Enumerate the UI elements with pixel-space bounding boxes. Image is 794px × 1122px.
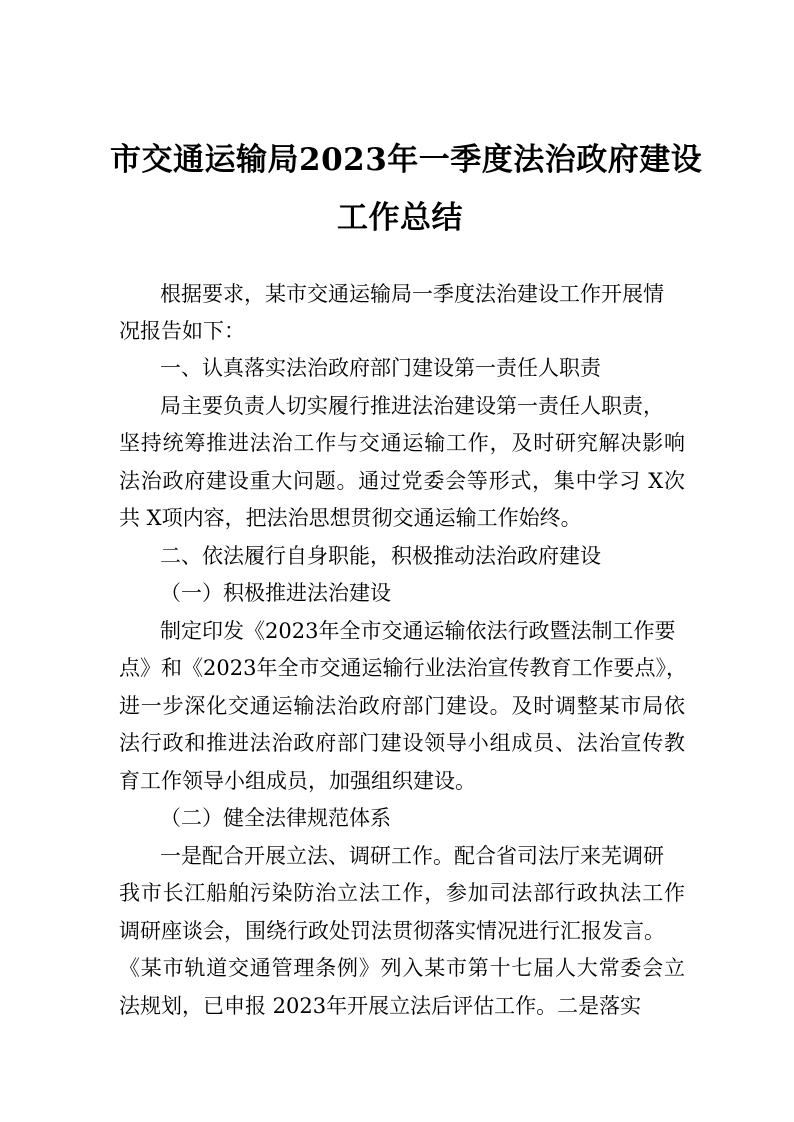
body-line: 制定印发《2023年全市交通运输依法行政暨法制工作要: [160, 619, 676, 643]
section-heading: 一、认真落实法治政府部门建设第一责任人职责: [160, 356, 601, 380]
body-line: 进一步深化交通运输法治政府部门建设。及时调整某市局依: [119, 694, 685, 718]
body-line: 一是配合开展立法、调研工作。配合省司法厅来芜调研: [160, 844, 664, 868]
section-heading: 二、依法履行自身职能，积极推动法治政府建设: [160, 544, 601, 568]
body-line: 法规划，已申报 2023年开展立法后评估工作。二是落实: [119, 994, 642, 1018]
subsection-heading: （二）健全法律规范体系: [160, 806, 391, 830]
body-line: 调研座谈会，围绕行政处罚法贯彻落实情况进行汇报发言。: [119, 919, 665, 943]
document-title-line-2: 工作总结: [337, 200, 463, 236]
body-line: 根据要求，某市交通运输局一季度法治建设工作开展情: [160, 282, 664, 306]
body-line: 法治政府建设重大问题。通过党委会等形式，集中学习 X次: [119, 469, 685, 493]
body-line: 我市长江船舶污染防治立法工作，参加司法部行政执法工作: [119, 881, 685, 905]
body-line: 况报告如下：: [119, 319, 245, 343]
subsection-heading: （一）积极推进法治建设: [160, 581, 391, 605]
body-line: 共 X项内容，把法治思想贯彻交通运输工作始终。: [119, 506, 582, 530]
body-line: 坚持统筹推进法治工作与交通运输工作，及时研究解决影响: [119, 431, 685, 455]
document-title-line-1: 市交通运输局2023年一季度法治政府建设: [110, 142, 703, 178]
body-line: 点》和《2023年全市交通运输行业法治宣传教育工作要点》，: [119, 656, 687, 680]
body-line: 法行政和推进法治政府部门建设领导小组成员、法治宣传教: [119, 731, 685, 755]
body-line: 《某市轨道交通管理条例》列入某市第十七届人大常委会立: [119, 956, 685, 980]
body-line: 育工作领导小组成员，加强组织建设。: [119, 769, 476, 793]
body-line: 局主要负责人切实履行推进法治建设第一责任人职责，: [160, 394, 664, 418]
